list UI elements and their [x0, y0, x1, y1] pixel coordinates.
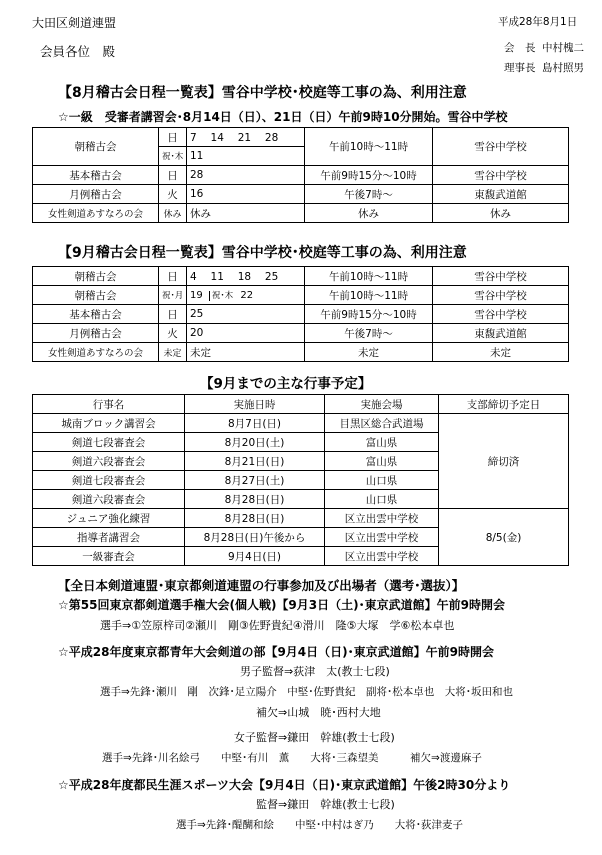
weekday: 祝･木 — [209, 291, 233, 301]
place: 東馥武道館 — [433, 185, 569, 204]
table-row — [33, 128, 569, 147]
tournament-2-women-coach: 女子監督⇒鎌田 幹雄(教士七段) — [234, 731, 395, 744]
event-name: 剣道七段審査会 — [33, 471, 185, 490]
column-header: 行事名 — [33, 395, 185, 414]
weekday: 火 — [159, 185, 187, 204]
event-date: 8月28日(日) — [185, 509, 325, 528]
place: 東馥武道館 — [433, 324, 569, 343]
tournament-3-coach: 監督⇒鎌田 幹雄(教士七段) — [256, 798, 395, 811]
event-name: 朝稽古会 — [33, 128, 159, 166]
table-row — [33, 395, 569, 414]
time: 午前10時～11時 — [305, 286, 433, 305]
tournament-2-title: ☆平成28年度東京都青年大会剣道の部【9月4日（日)･東京武道館】午前9時開会 — [58, 645, 494, 659]
event-name: 剣道六段審査会 — [33, 490, 185, 509]
weekday: 未定 — [159, 343, 187, 362]
event-name: 指導者講習会 — [33, 528, 185, 547]
issue-date: 平成28年8月1日 — [498, 16, 578, 28]
aug-note: ☆一級 受審者講習会･8月14日（日）、21日（日）午前9時10分開始。雪谷中学校 — [58, 110, 508, 124]
place: 雪谷中学校 — [433, 128, 569, 166]
table-row — [33, 343, 569, 362]
weekday: 祝･木 — [159, 147, 187, 166]
table-row — [33, 166, 569, 185]
events-title: 【9月までの主な行事予定】 — [200, 376, 372, 392]
place: 休み — [433, 204, 569, 223]
event-name: 女性剣道あすなろの会 — [33, 204, 159, 223]
events-table — [32, 394, 569, 566]
org-name: 大田区剣道連盟 — [32, 16, 117, 30]
event-venue: 区立出雲中学校 — [325, 509, 439, 528]
sign-name-2: 島村照男 — [542, 62, 584, 74]
tournament-1-players: 選手⇒①笠原梓司②瀬川 剛③佐野貴紀④滑川 隆⑤大塚 学⑥松本卓也 — [100, 619, 455, 632]
time: 午前10時～11時 — [305, 267, 433, 286]
tournament-2-men-players: 選手⇒先鋒･瀬川 剛 次鋒･足立陽介 中堅･佐野貴紀 副将･松本卓也 大将･坂田和也 — [100, 686, 514, 698]
event-date: 8月28日(日) — [185, 490, 325, 509]
event-name: ジュニア強化練習 — [33, 509, 185, 528]
tournament-1-title: ☆第55回東京都剣道選手権大会(個人戦)【9月3日（土)･東京武道館】午前9時開会 — [58, 598, 505, 612]
tournament-3-players: 選手⇒先鋒･醍醐和絵 中堅･中村はぎ乃 大将･荻津麦子 — [176, 819, 464, 831]
table-row — [33, 509, 569, 528]
sign-role-1: 会 長 — [504, 42, 536, 54]
table-row — [33, 267, 569, 286]
time: 午後7時～ — [305, 185, 433, 204]
column-header: 実施会場 — [325, 395, 439, 414]
time: 午前9時15分～10時 — [305, 305, 433, 324]
event-name: 基本稽古会 — [33, 166, 159, 185]
weekday: 日 — [159, 305, 187, 324]
tournament-2-men-sub: 補欠⇒山城 暁･西村大地 — [256, 706, 381, 719]
weekday: 祝･月 — [159, 286, 187, 305]
event-name: 女性剣道あすなろの会 — [33, 343, 159, 362]
sign-name-1: 中村槐二 — [542, 42, 584, 54]
event-venue: 目黒区総合武道場 — [325, 414, 439, 433]
event-date: 8月27日(土) — [185, 471, 325, 490]
event-venue: 山口県 — [325, 471, 439, 490]
event-name: 朝稽古会 — [33, 267, 159, 286]
aug-schedule-table — [32, 127, 569, 223]
weekday: 日 — [159, 128, 187, 147]
place: 雪谷中学校 — [433, 166, 569, 185]
event-date: 8月28日(日)午後から — [185, 528, 325, 547]
sep-schedule-table — [32, 266, 569, 362]
table-row — [33, 204, 569, 223]
event-venue: 富山県 — [325, 452, 439, 471]
dates: 19 — [190, 290, 203, 301]
table-row — [33, 324, 569, 343]
place: 雪谷中学校 — [433, 286, 569, 305]
event-date: 8月21日(日) — [185, 452, 325, 471]
sign-role-2: 理事長 — [504, 62, 536, 74]
event-date: 9月4日(日) — [185, 547, 325, 566]
event-venue: 富山県 — [325, 433, 439, 452]
weekday: 日 — [159, 267, 187, 286]
time: 休み — [305, 204, 433, 223]
dates: 4 11 18 25 — [187, 267, 305, 286]
deadline: 締切済 — [439, 414, 569, 509]
place: 未定 — [433, 343, 569, 362]
participants-title: 【全日本剣道連盟･東京都剣道連盟の行事参加及び出場者（選考･選抜）】 — [58, 578, 465, 593]
dates: 16 — [187, 185, 305, 204]
tournament-3-title: ☆平成28年度都民生涯スポーツ大会【9月4日（日)･東京武道館】午後2時30分より — [58, 778, 511, 792]
sep-title: 【9月稽古会日程一覧表】雪谷中学校･校庭等工事の為、利用注意 — [58, 245, 467, 261]
weekday: 火 — [159, 324, 187, 343]
event-venue: 山口県 — [325, 490, 439, 509]
event-name: 月例稽古会 — [33, 324, 159, 343]
deadline: 8/5(金) — [439, 509, 569, 566]
place: 雪谷中学校 — [433, 267, 569, 286]
event-name: 剣道七段審査会 — [33, 433, 185, 452]
event-venue: 区立出雲中学校 — [325, 528, 439, 547]
event-name: 朝稽古会 — [33, 286, 159, 305]
dates: 25 — [187, 305, 305, 324]
time: 午前10時～11時 — [305, 128, 433, 166]
place: 雪谷中学校 — [433, 305, 569, 324]
event-date: 8月7日(日) — [185, 414, 325, 433]
weekday: 日 — [159, 166, 187, 185]
event-name: 一級審査会 — [33, 547, 185, 566]
column-header: 支部締切予定日 — [439, 395, 569, 414]
event-name: 月例稽古会 — [33, 185, 159, 204]
dates: 7 14 21 28 — [187, 128, 305, 147]
dates: 休み — [187, 204, 305, 223]
aug-title: 【8月稽古会日程一覧表】雪谷中学校･校庭等工事の為、利用注意 — [58, 85, 467, 101]
tournament-2-men-coach: 男子監督⇒荻津 太(教士七段) — [240, 665, 390, 678]
table-row — [33, 414, 569, 433]
addressee: 会員各位 殿 — [40, 44, 116, 59]
table-row — [33, 305, 569, 324]
event-date: 8月20日(土) — [185, 433, 325, 452]
table-row — [33, 286, 569, 305]
time: 午後7時～ — [305, 324, 433, 343]
column-header: 実施日時 — [185, 395, 325, 414]
dates: 22 — [240, 290, 254, 301]
dates: 28 — [187, 166, 305, 185]
dates: 11 — [187, 147, 305, 166]
dates: 未定 — [187, 343, 305, 362]
event-name: 剣道六段審査会 — [33, 452, 185, 471]
weekday: 休み — [159, 204, 187, 223]
table-row — [33, 185, 569, 204]
time: 午前9時15分～10時 — [305, 166, 433, 185]
tournament-2-women-players: 選手⇒先鋒･川名絵弓 中堅･有川 薫 大将･三森望美 補欠⇒渡邊麻子 — [102, 752, 482, 764]
dates: 20 — [187, 324, 305, 343]
event-venue: 区立出雲中学校 — [325, 547, 439, 566]
event-name: 城南ブロック講習会 — [33, 414, 185, 433]
time: 未定 — [305, 343, 433, 362]
event-name: 基本稽古会 — [33, 305, 159, 324]
